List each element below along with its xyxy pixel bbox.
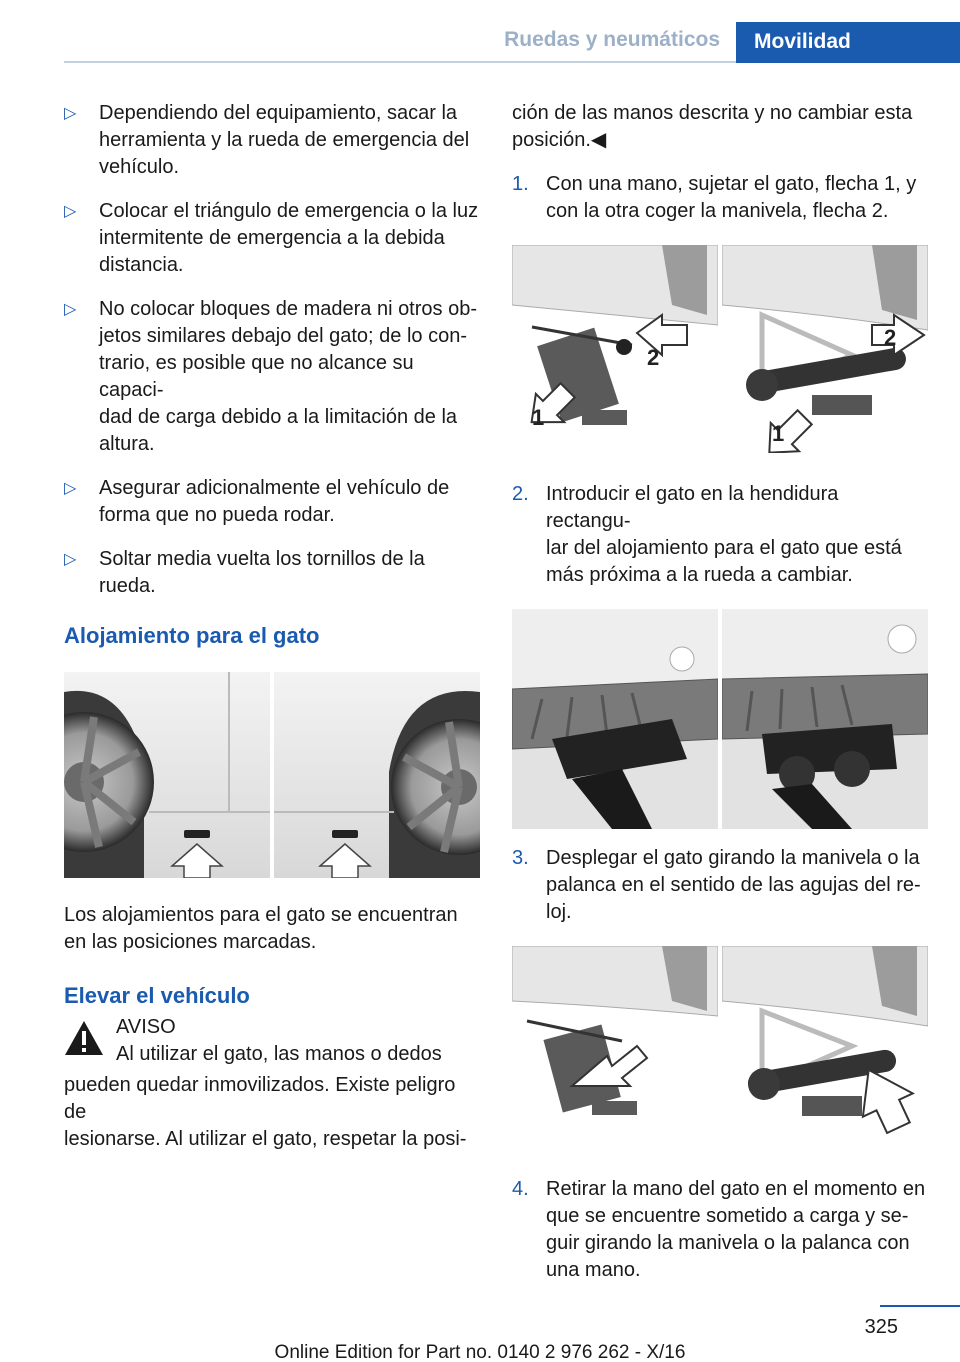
triangle-bullet-icon: ▷ <box>64 551 77 568</box>
right-column <box>512 100 928 1284</box>
text-line: altura. <box>99 433 155 455</box>
warning-continuation <box>512 100 928 154</box>
step-item <box>512 845 928 926</box>
header-chapter-tab: Movilidad <box>736 22 960 63</box>
section-heading-raise-vehicle: Elevar el vehículo <box>64 983 250 1008</box>
step-item <box>512 1176 928 1284</box>
text-line: Los alojamientos para el gato se encuentran <box>64 904 458 926</box>
arrow-label: 1 <box>772 421 785 446</box>
text-line: loj. <box>546 901 572 923</box>
text-line: herramienta y la rueda de emergencia del <box>99 129 470 151</box>
figure-divider <box>270 672 274 878</box>
figure-jack-points <box>64 672 480 878</box>
left-column <box>64 100 480 1153</box>
text-line: Asegurar adicionalmente el vehículo de <box>99 477 450 499</box>
text-line: pueden quedar inmovilizados. Existe peligro de <box>64 1074 456 1123</box>
page-header <box>0 0 960 64</box>
text-line: lesionarse. Al utilizar el gato, respetar la posi‐ <box>64 1128 467 1150</box>
text-line: Colocar el triángulo de emergencia o la luz <box>99 200 479 222</box>
figure-hold-jack-crank <box>512 245 928 453</box>
triangle-bullet-icon: ▷ <box>64 480 77 497</box>
figure-jack-in-slot <box>512 609 928 829</box>
text-line: Soltar media vuelta los tornillos de la <box>99 548 425 570</box>
figure-divider <box>718 245 722 453</box>
header-section-title: Ruedas y neumáticos <box>504 28 720 51</box>
arrow-label: 2 <box>884 325 897 350</box>
triangle-bullet-icon: ▷ <box>64 203 77 220</box>
figure-extend-jack <box>512 946 928 1146</box>
figure-divider <box>718 946 722 1146</box>
online-edition-note: Online Edition for Part no. 0140 2 976 262 - X/16 <box>274 1342 686 1362</box>
arrow-label: 1 <box>532 405 545 430</box>
text-line: Desplegar el gato girando la manivela o la <box>546 847 920 869</box>
text-line: Dependiendo del equipamiento, sacar la <box>99 102 458 124</box>
text-line: Introducir el gato en la hendidura rectangu‐ <box>546 483 839 532</box>
warning-header <box>64 1014 480 1068</box>
step-number: 1. <box>512 173 529 195</box>
text-line: Con una mano, sujetar el gato, flecha 1, y <box>546 173 917 195</box>
bullet-item <box>64 475 480 529</box>
text-line: en las posiciones marcadas. <box>64 931 317 953</box>
warning-block <box>64 1014 480 1153</box>
bullet-item <box>64 546 480 600</box>
text-line: con la otra coger la manivela, flecha 2. <box>546 200 889 222</box>
bullet-item <box>64 100 480 181</box>
text-line: rueda. <box>99 575 156 597</box>
text-line: jetos similares debajo del gato; de lo con‐ <box>99 325 467 347</box>
text-line: ción de las manos descrita y no cambiar esta <box>512 102 913 124</box>
text-line: Retirar la mano del gato en el momento en <box>546 1178 926 1200</box>
footer-rule <box>880 1305 960 1307</box>
figure-divider <box>718 609 722 829</box>
text-line: guir girando la manivela o la palanca con <box>546 1232 910 1254</box>
step-item <box>512 171 928 225</box>
step-item <box>512 481 928 589</box>
text-line: posición.◀ <box>512 129 607 151</box>
text-line: distancia. <box>99 254 184 276</box>
step-number: 3. <box>512 847 529 869</box>
triangle-bullet-icon: ▷ <box>64 301 77 318</box>
text-line: más próxima a la rueda a cambiar. <box>546 564 853 586</box>
text-line: forma que no pueda rodar. <box>99 504 335 526</box>
text-line: vehículo. <box>99 156 180 178</box>
bullet-item <box>64 296 480 458</box>
page-number: 325 <box>864 1316 898 1338</box>
text-line: que se encuentre sometido a carga y se‐ <box>546 1205 909 1227</box>
text-line: intermitente de emergencia a la debida <box>99 227 445 249</box>
warning-triangle-icon <box>64 1020 104 1056</box>
text-line: lar del alojamiento para el gato que está <box>546 537 902 559</box>
caption-jack-points <box>64 902 480 956</box>
text-line: una mano. <box>546 1259 641 1281</box>
arrow-label: 2 <box>647 345 660 370</box>
triangle-bullet-icon: ▷ <box>64 105 77 122</box>
text-line: No colocar bloques de madera ni otros ob‐ <box>99 298 477 320</box>
section-heading-jack-points: Alojamiento para el gato <box>64 623 320 648</box>
step-number: 2. <box>512 483 529 505</box>
bullet-item <box>64 198 480 279</box>
step-number: 4. <box>512 1178 529 1200</box>
warning-title: AVISO <box>116 1016 176 1038</box>
text-line: dad de carga debido a la limitación de la <box>99 406 458 428</box>
text-line: Al utilizar el gato, las manos o dedos <box>116 1043 442 1065</box>
text-line: palanca en el sentido de las agujas del re‐ <box>546 874 921 896</box>
text-line: trario, es posible que no alcance su capaci‐ <box>99 352 414 401</box>
